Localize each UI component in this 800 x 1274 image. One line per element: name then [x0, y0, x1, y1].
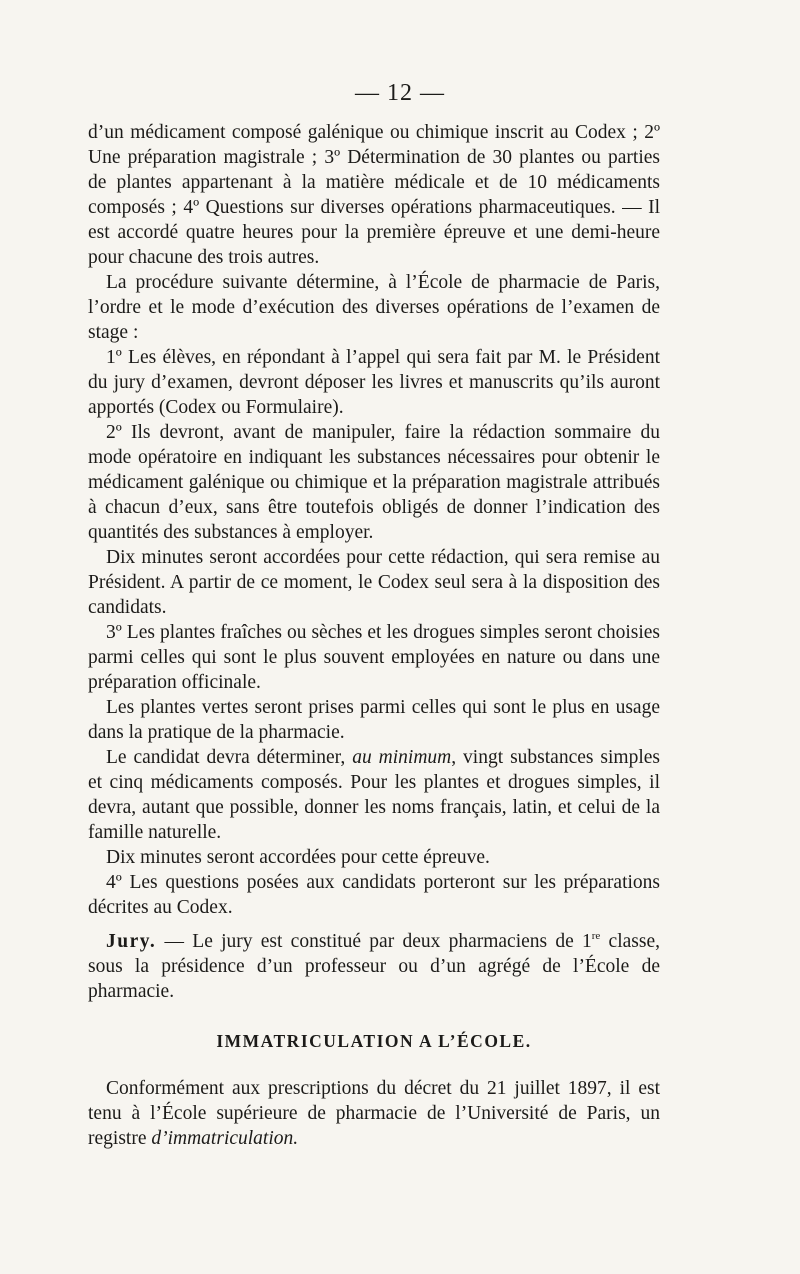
italic-text: au minimum: [352, 747, 452, 768]
page-number: — 12 —: [355, 80, 445, 106]
paragraph-minimum: [88, 745, 660, 845]
text-run: Conformément aux prescriptions du décret du 21 juillet 1897, il est tenu à l’École supérieure de pharmacie de l’Université de Paris, un registre: [88, 1078, 660, 1149]
paragraph-step-2: 2º Ils devront, avant de manipuler, faire la rédaction sommaire du mode opératoire en indiquant les substances nécessaires pour obtenir le médicament galénique ou chimique et la préparation magistrale attribués à chacun d’eux, sans être toutefois obligés de donner l’indication des quantités des substances à employer.: [88, 422, 660, 543]
paragraph-redaction: Dix minutes seront accordées pour cette rédaction, qui sera remise au Président. A partir de ce moment, le Codex seul sera à la disposition des candidats.: [88, 547, 660, 618]
paragraph-jury: [88, 929, 660, 1004]
text-run: Le candidat devra déterminer,: [106, 747, 353, 768]
superscript: re: [591, 930, 601, 942]
paragraph-immatriculation: [88, 1076, 660, 1151]
paragraph-step-4: 4º Les questions posées aux candidats porteront sur les préparations décrites au Codex.: [88, 872, 660, 918]
paragraph-procedure: La procédure suivante détermine, à l’École de pharmacie de Paris, l’ordre et le mode d’exécution des diverses opérations de l’examen de stage :: [88, 272, 660, 343]
paragraph-step-3: 3º Les plantes fraîches ou sèches et les drogues simples seront choisies parmi celles qui sont le plus souvent employées en nature ou dans une préparation officinale.: [88, 622, 660, 693]
text-run: , vingt substances simples et cinq médicaments composés. Pour les plantes et drogues simples, il devra, autant que possible, donner les noms français, latin, et celui de la famille naturelle.: [88, 747, 660, 843]
jury-label: Jury.: [106, 931, 157, 952]
paragraph-dix-minutes: Dix minutes seront accordées pour cette épreuve.: [106, 847, 490, 868]
page-body: [88, 120, 660, 1151]
text-run: — Le jury est constitué par deux pharmaciens de 1: [156, 931, 592, 952]
section-heading: IMMATRICULATION A L’ÉCOLE.: [216, 1031, 532, 1051]
italic-text: d’immatriculation.: [151, 1128, 299, 1149]
paragraph-continuation: d’un médicament composé galénique ou chimique inscrit au Codex ; 2º Une préparation magistrale ; 3º Détermination de 30 plantes ou parties de plantes appartenant à la matière médicale et de 10 médicaments composés ; 4º Questions sur diverses opérations pharmaceutiques. — Il est accordé quatre heures pour la première épreuve et une demi-heure pour chacune des trois autres.: [88, 122, 660, 268]
paragraph-step-1: 1º Les élèves, en répondant à l’appel qui sera fait par M. le Président du jury d’examen, devront déposer les livres et manuscrits qu’ils auront apportés (Codex ou Formulaire).: [88, 347, 660, 418]
paragraph-plantes-vertes: Les plantes vertes seront prises parmi celles qui sont le plus en usage dans la pratique de la pharmacie.: [88, 697, 660, 743]
text-run: classe, sous la présidence d’un professeur ou d’un agrégé de l’École de pharmacie.: [88, 931, 660, 1002]
